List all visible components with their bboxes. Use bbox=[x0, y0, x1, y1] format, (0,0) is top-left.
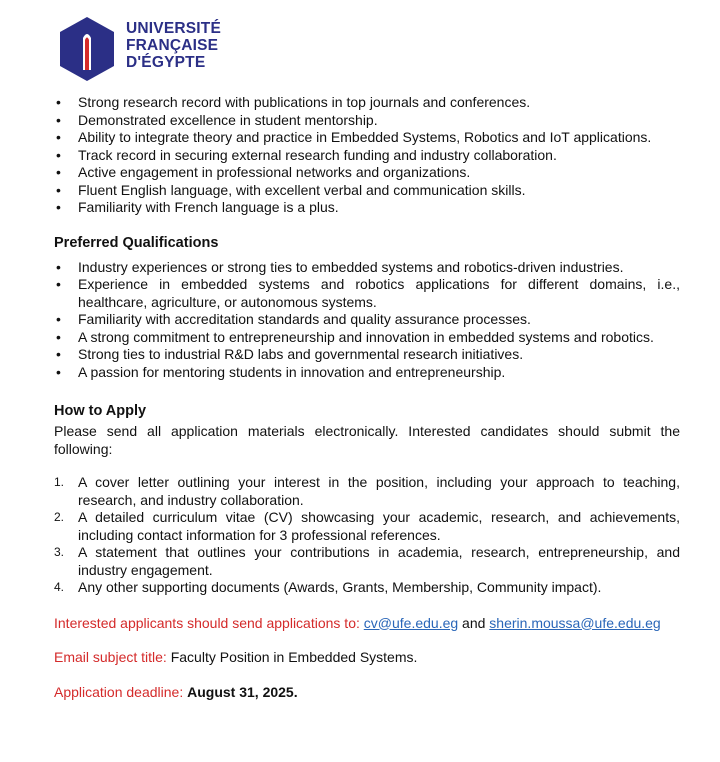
preferred-list bbox=[54, 259, 680, 382]
contact-and: and bbox=[462, 614, 486, 631]
how-to-apply-heading: How to Apply bbox=[54, 403, 147, 419]
logo-wordmark bbox=[126, 20, 221, 71]
list-item: • Fluent English language, with excellent verbal and communication skills. bbox=[54, 182, 680, 200]
step-text: A statement that outlines your contributions in academia, research, entrepreneurship, and industry engagement. bbox=[78, 544, 680, 578]
university-logo bbox=[58, 16, 221, 82]
shield-logo-icon bbox=[58, 16, 116, 82]
subject-value: Faculty Position in Embedded Systems. bbox=[170, 649, 418, 665]
list-item bbox=[54, 544, 680, 579]
step-text: A detailed curriculum vitae (CV) showcasing your academic, research, and achievements, including contact information for 3 professional references. bbox=[78, 509, 680, 543]
list-item: • Ability to integrate theory and practice in Embedded Systems, Robotics and IoT applications. bbox=[54, 129, 680, 147]
logo-line: FRANÇAISE bbox=[126, 37, 219, 54]
deadline-label: Application deadline: bbox=[54, 683, 184, 700]
list-item: • Strong ties to industrial R&D labs and governmental research initiatives. bbox=[54, 346, 680, 364]
deadline-line bbox=[54, 684, 680, 702]
step-number: 4. bbox=[54, 580, 65, 594]
email-link-cv[interactable]: cv@ufe.edu.eg bbox=[363, 614, 459, 631]
list-item: • A strong commitment to entrepreneurship and innovation in embedded systems and robotics. bbox=[54, 329, 680, 347]
list-item bbox=[54, 509, 680, 544]
step-number: 3. bbox=[54, 545, 65, 559]
step-text: A cover letter outlining your interest in the position, including your approach to teaching, research, and industry collaboration. bbox=[78, 474, 680, 508]
list-item: • Active engagement in professional networks and organizations. bbox=[54, 164, 680, 182]
document-body bbox=[54, 94, 680, 701]
logo-line: D'ÉGYPTE bbox=[126, 54, 206, 71]
step-text: Any other supporting documents (Awards, Grants, Membership, Community impact). bbox=[78, 579, 602, 595]
list-item: • Familiarity with accreditation standards and quality assurance processes. bbox=[54, 311, 680, 329]
deadline-value: August 31, 2025. bbox=[187, 683, 298, 700]
list-item: • Demonstrated excellence in student mentorship. bbox=[54, 112, 680, 130]
list-item: • Industry experiences or strong ties to embedded systems and robotics-driven industries. bbox=[54, 259, 680, 277]
logo-line: UNIVERSITÉ bbox=[126, 20, 222, 37]
list-item: • Familiarity with French language is a plus. bbox=[54, 199, 680, 217]
list-item: • Experience in embedded systems and robotics applications for different domains, i.e., healthcare, agriculture, or autonomous systems. bbox=[54, 276, 680, 311]
requirements-list bbox=[54, 94, 680, 217]
subject-label: Email subject title: bbox=[54, 649, 167, 665]
application-steps bbox=[54, 474, 680, 597]
email-link-sherin[interactable]: sherin.moussa@ufe.edu.eg bbox=[489, 614, 661, 631]
apply-intro: Please send all application materials electronically. Interested candidates should submit the following: bbox=[54, 423, 680, 457]
step-number: 2. bbox=[54, 510, 65, 524]
list-item bbox=[54, 474, 680, 509]
list-item: • A passion for mentoring students in innovation and entrepreneurship. bbox=[54, 364, 680, 382]
step-number: 1. bbox=[54, 475, 65, 489]
subject-line bbox=[54, 649, 680, 667]
contact-label: Interested applicants should send applications to: bbox=[54, 614, 360, 631]
list-item bbox=[54, 579, 680, 597]
list-item: • Track record in securing external research funding and industry collaboration. bbox=[54, 147, 680, 165]
preferred-heading: Preferred Qualifications bbox=[54, 234, 219, 251]
contact-line bbox=[54, 615, 680, 633]
list-item: • Strong research record with publications in top journals and conferences. bbox=[54, 94, 680, 112]
